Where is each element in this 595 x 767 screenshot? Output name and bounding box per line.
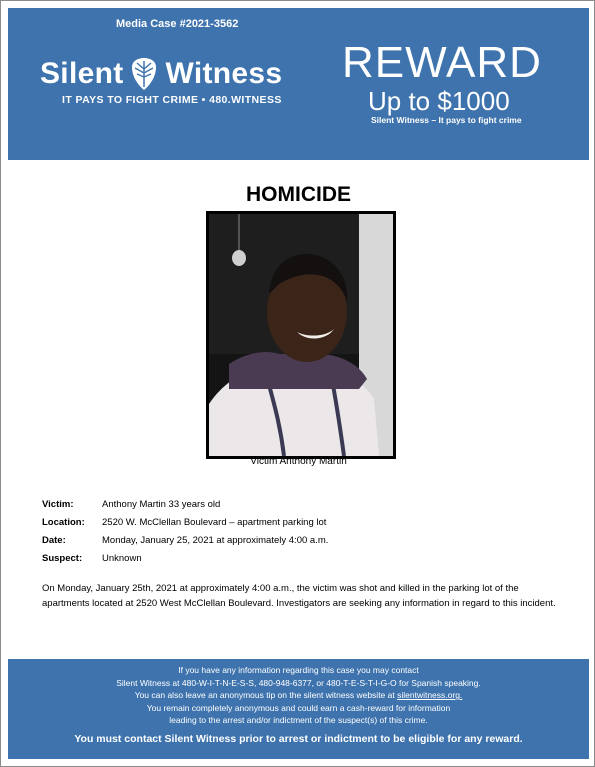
header-banner: [8, 8, 589, 160]
footer-line-2: Silent Witness at 480-W-I-T-N-E-S-S, 480-948-6377, or 480-T-E-S-T-I-G-O for Spanish speaking.: [116, 677, 481, 688]
website-link[interactable]: silentwitness.org.: [397, 690, 463, 700]
media-case-number: Media Case #2021-3562: [116, 18, 239, 30]
photo-caption: Victim Anthony Martin: [250, 456, 347, 467]
crime-title: HOMICIDE: [246, 183, 351, 206]
detail-value: Anthony Martin 33 years old: [102, 498, 221, 510]
reward-amount: Up to $1000: [368, 86, 510, 116]
flyer-page: [8, 8, 589, 759]
detail-label: Date:: [42, 534, 66, 546]
brand-left-text: Silent: [40, 57, 124, 90]
footer-line-3-text: You can also leave an anonymous tip on the silent witness website at: [134, 690, 398, 700]
brand-right-text: Witness: [165, 57, 283, 90]
victim-photo-image: [209, 214, 393, 456]
tagline: IT PAYS TO FIGHT CRIME • 480.WITNESS: [62, 94, 282, 106]
footer-line-1: If you have any information regarding this case you may contact: [178, 665, 419, 675]
shield-logo-icon: [129, 57, 159, 91]
footer-final-notice: You must contact Silent Witness prior to arrest or indictment to be eligible for any reward.: [74, 732, 523, 745]
detail-label: Suspect:: [42, 552, 83, 564]
case-narrative: On Monday, January 25th, 2021 at approximately 4:00 a.m., the victim was shot and killed in the parking lot of the apartments located at 2520 West McClellan Boulevard. Investigators are seeking any information in regard to this incident.: [42, 583, 556, 609]
detail-row-date: [42, 531, 328, 549]
detail-row-victim: [42, 495, 328, 513]
reward-heading: REWARD: [342, 38, 542, 87]
footer-banner: [8, 659, 589, 759]
footer-line-3: [8, 689, 589, 702]
detail-value: Unknown: [102, 552, 142, 564]
detail-row-suspect: [42, 549, 328, 567]
footer-line-5: leading to the arrest and/or indictment of the suspect(s) of this crime.: [169, 715, 428, 725]
case-details: [42, 495, 328, 567]
detail-value: 2520 W. McClellan Boulevard – apartment parking lot: [102, 516, 327, 528]
detail-value: Monday, January 25, 2021 at approximately 4:00 a.m.: [102, 534, 329, 546]
detail-label: Location:: [42, 516, 85, 528]
detail-row-location: [42, 513, 328, 531]
reward-subtitle: Silent Witness – It pays to fight crime: [371, 115, 522, 125]
detail-label: Victim:: [42, 498, 74, 510]
footer-line-4: You remain completely anonymous and could earn a cash-reward for information: [146, 702, 451, 713]
victim-photo: [206, 211, 396, 459]
silent-witness-logo: [40, 57, 282, 91]
